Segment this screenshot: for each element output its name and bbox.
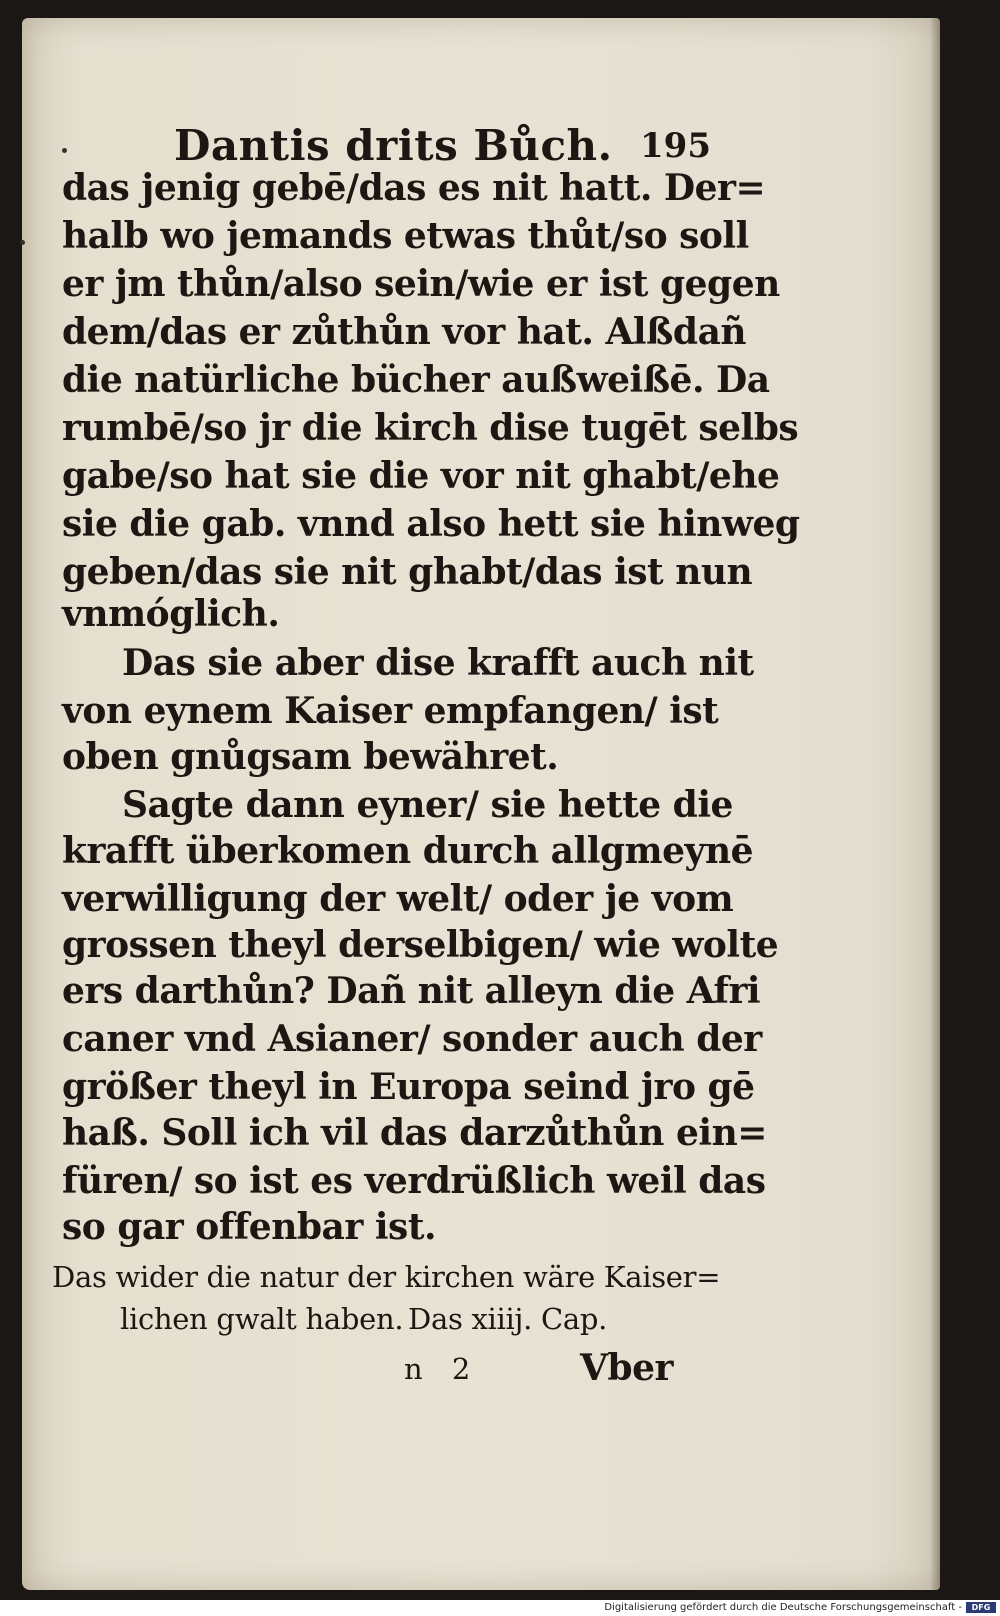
chapter-label: Das xiiij. Cap. [408, 1302, 608, 1336]
running-title: Dantis drits Bůch. [174, 121, 613, 170]
paragraph-first-line: Sagte dann eyner/ sie hette die [122, 784, 733, 826]
body-line: ers darthůn? Dañ nit alleyn die Afri [62, 970, 761, 1012]
body-line: größer theyl in Europa seind jro gē [62, 1066, 755, 1108]
body-line: er jm thůn/also sein/wie er ist gegen [62, 263, 780, 305]
body-line: die natürliche bücher außweißē. Da [62, 359, 770, 401]
body-line: sie die gab. vnnd also hett sie hinweg [62, 503, 800, 545]
body-line: von eynem Kaiser empfangen/ ist [62, 690, 719, 732]
book-page [22, 18, 940, 1590]
body-line: so gar offenbar ist. [62, 1206, 436, 1248]
ink-speck [20, 240, 25, 245]
body-line: caner vnd Asianer/ sonder auch der [62, 1018, 762, 1060]
body-line: das jenig gebē/das es nit hatt. Der= [62, 167, 766, 209]
chapter-heading-line: Das wider die natur der kirchen wäre Kaiser= [52, 1260, 721, 1294]
body-line: füren/ so ist es verdrüßlich weil das [62, 1160, 766, 1202]
body-line: krafft überkomen durch allgmeynē [62, 830, 754, 872]
body-line: gabe/so hat sie die vor nit ghabt/ehe [62, 455, 780, 497]
dfg-logo: DFG [966, 1602, 996, 1613]
ink-speck [62, 148, 67, 153]
footer-credit: Digitalisierung gefördert durch die Deutsche Forschungsgemeinschaft - [604, 1602, 962, 1613]
digitization-footer [0, 1600, 1000, 1616]
body-line: dem/das er zůthůn vor hat. Alßdañ [62, 311, 747, 353]
chapter-heading-line: lichen gwalt haben. [120, 1302, 404, 1336]
body-line: haß. Soll ich vil das darzůthůn ein= [62, 1112, 767, 1154]
paragraph-first-line: Das sie aber dise krafft auch nit [122, 642, 754, 684]
page-edge-shadow [930, 18, 940, 1590]
signature-mark: n 2 [404, 1352, 481, 1386]
body-line: halb wo jemands etwas thůt/so soll [62, 215, 749, 257]
folio-number: 195 [640, 126, 711, 166]
body-line: vnmóglich. [62, 593, 280, 635]
body-line: geben/das sie nit ghabt/das ist nun [62, 551, 753, 593]
body-line: grossen theyl derselbigen/ wie wolte [62, 924, 779, 966]
body-line: rumbē/so jr die kirch dise tugēt selbs [62, 407, 799, 449]
body-line: oben gnůgsam bewähret. [62, 736, 559, 778]
body-line: verwilligung der welt/ oder je vom [62, 878, 734, 920]
catchword: Vber [580, 1347, 673, 1389]
